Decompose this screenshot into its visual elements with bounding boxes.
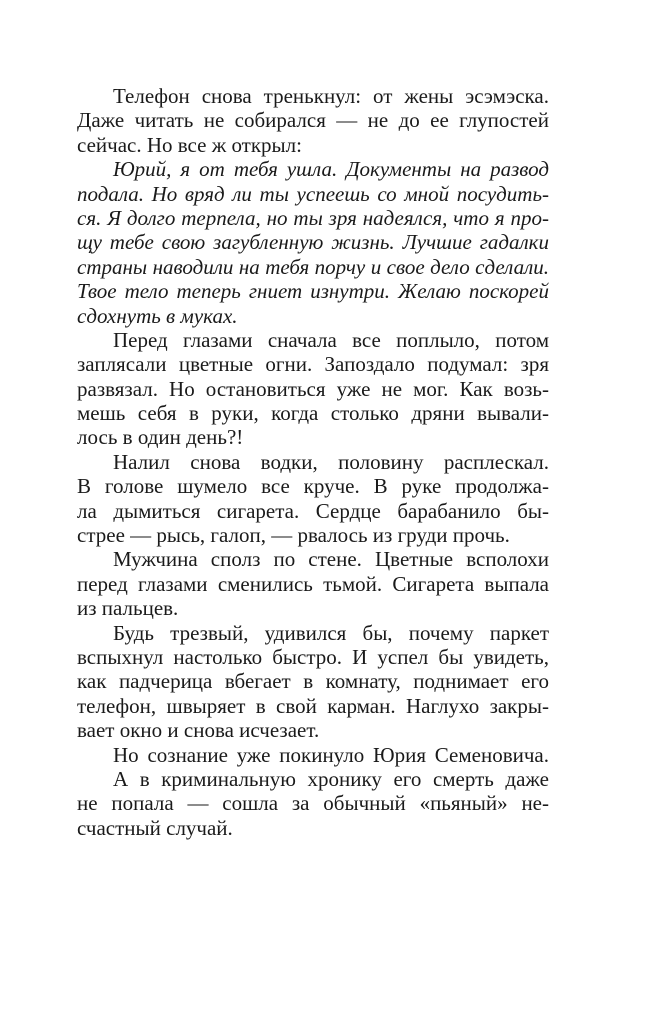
text-line: Твое тело теперь гниет изнутри. Желаю поскорей <box>77 279 549 304</box>
text-line: щу тебе свою загубленную жизнь. Лучшие гадалки <box>77 230 549 255</box>
text-line: сдохнуть в муках. <box>77 303 238 328</box>
text-line: Юрий, я от тебя ушла. Документы на развод <box>113 157 549 182</box>
text-line: телефон, швыряет в свой карман. Наглухо закры- <box>77 693 549 718</box>
text-line: вспыхнул настолько быстро. И успел бы увидеть, <box>77 644 549 669</box>
text-line: Мужчина сполз по стене. Цветные всполохи <box>113 547 549 572</box>
text-line: А в криминальную хронику его смерть даже <box>113 766 549 791</box>
text-line: стрее — рысь, галоп, — рвалось из груди прочь. <box>77 523 510 548</box>
paragraph-1 <box>77 84 549 157</box>
text-line: вает окно и снова исчезает. <box>77 718 320 743</box>
text-line: ся. Я долго терпела, но ты зря надеялся, что я про- <box>77 205 549 230</box>
text-line: мешь себя в руки, когда столько дряни вывали- <box>77 401 549 426</box>
text-line: страны наводили на тебя порчу и свое дело сделали. <box>77 254 549 279</box>
paragraph-5 <box>77 547 549 620</box>
text-line: как падчерица вбегает в комнату, поднимает его <box>77 669 549 694</box>
text-line: Будь трезвый, удивился бы, почему паркет <box>113 620 549 645</box>
text-line: Перед глазами сначала все поплыло, потом <box>113 327 549 352</box>
text-line: Налил снова водки, половину расплескал. <box>113 449 549 474</box>
paragraph-3 <box>77 328 549 450</box>
text-line: подала. Но вряд ли ты успеешь со мной посудить- <box>77 181 549 206</box>
text-line: В голове шумело все круче. В руке продолжа- <box>77 474 549 499</box>
text-line: Даже читать не собирался — не до ее глупостей <box>77 108 549 133</box>
text-line: счастный случай. <box>77 815 233 840</box>
paragraph-6 <box>77 621 549 743</box>
sms-message-paragraph <box>77 157 549 328</box>
text-line: развязал. Но остановиться уже не мог. Как возь- <box>77 376 549 401</box>
text-line: Но сознание уже покинуло Юрия Семеновича. <box>113 742 549 767</box>
text-line: Телефон снова тренькнул: от жены эсэмэска. <box>113 84 549 108</box>
book-page <box>77 84 549 840</box>
text-line: не попала — сошла за обычный «пьяный» не- <box>77 791 549 816</box>
text-line: из пальцев. <box>77 596 179 621</box>
text-line: лось в один день?! <box>77 425 244 450</box>
paragraph-4 <box>77 450 549 548</box>
text-line: перед глазами сменились тьмой. Сигарета выпала <box>77 571 549 596</box>
paragraph-8 <box>77 767 549 840</box>
paragraph-7 <box>77 743 549 767</box>
text-line: сейчас. Но все ж открыл: <box>77 132 302 157</box>
text-line: заплясали цветные огни. Запоздало подумал: зря <box>77 352 549 377</box>
text-line: ла дымиться сигарета. Сердце барабанило бы- <box>77 498 549 523</box>
